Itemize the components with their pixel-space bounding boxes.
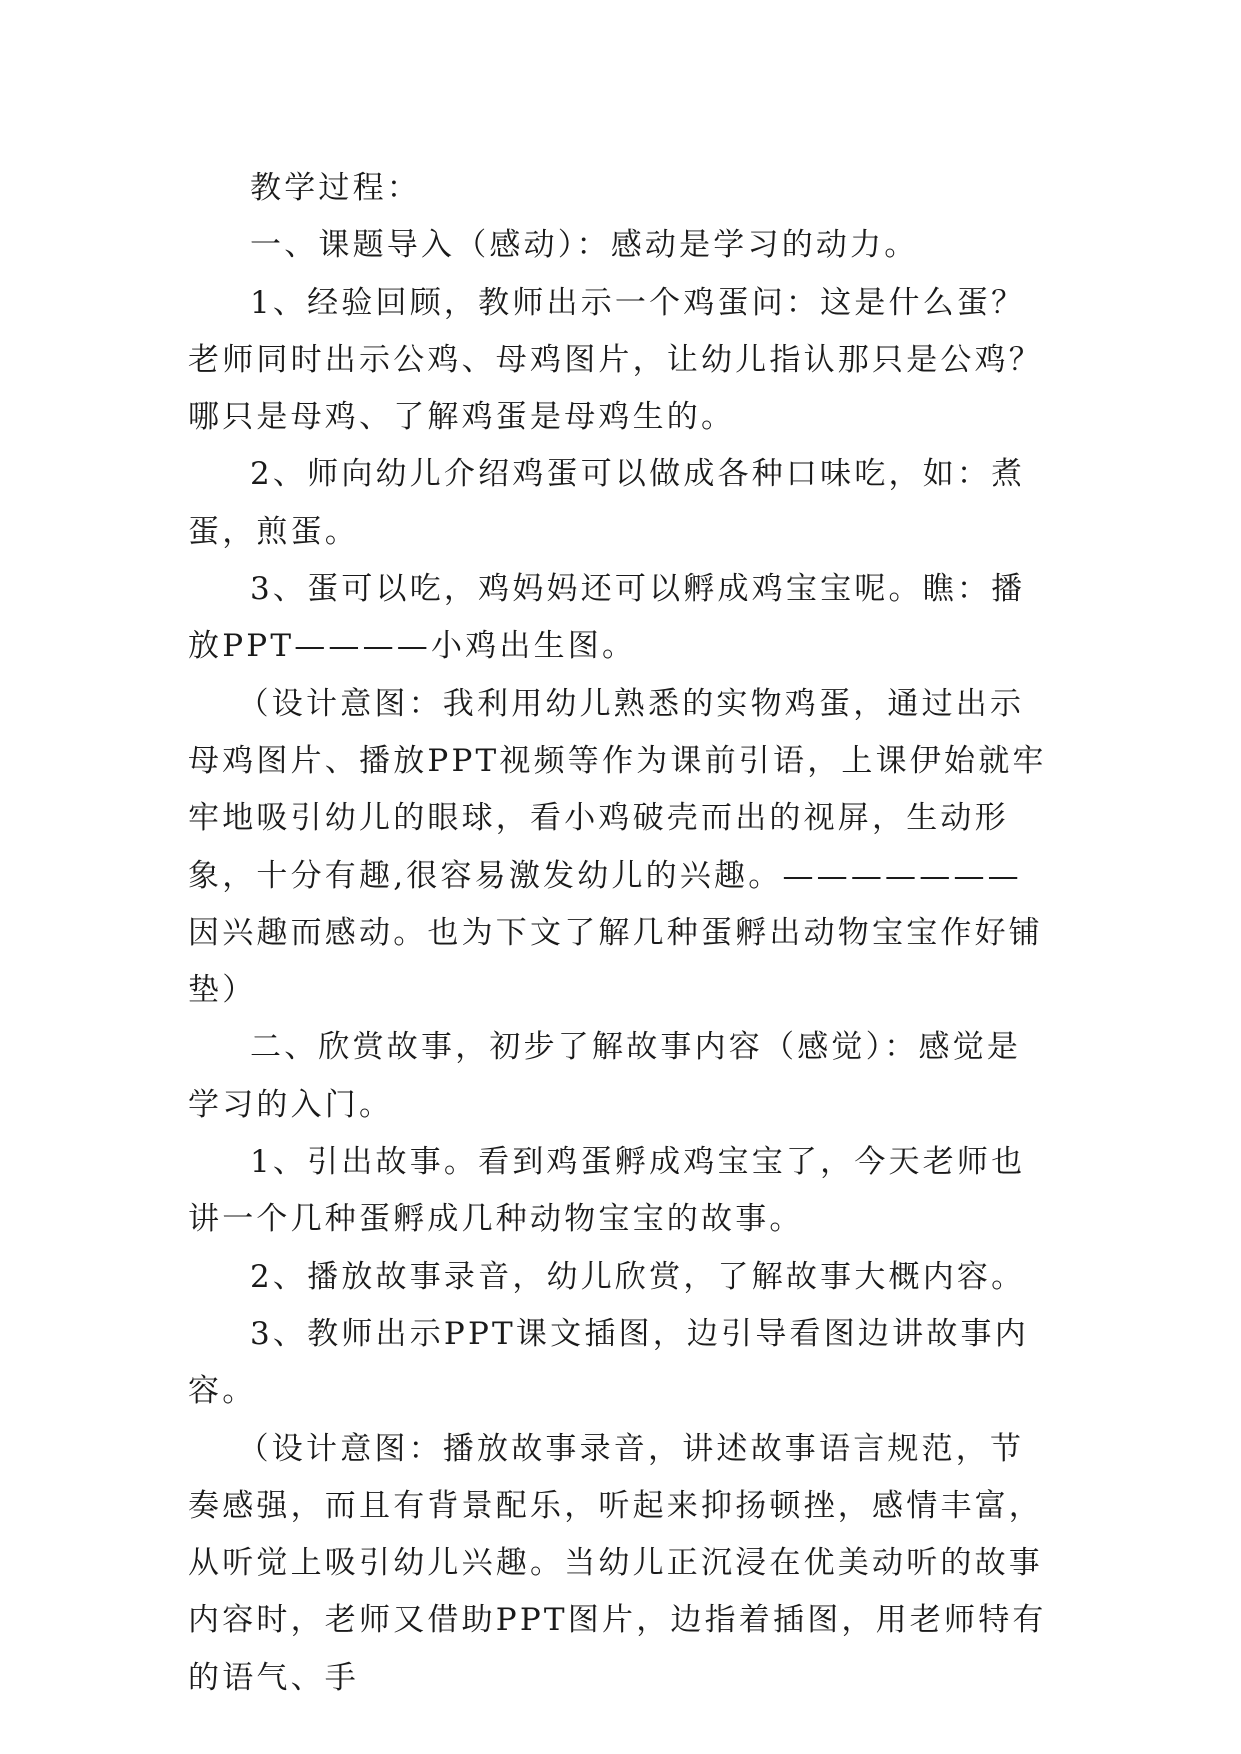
- paragraph-step-3: 3、蛋可以吃，鸡妈妈还可以孵成鸡宝宝呢。瞧：播放PPT————小鸡出生图。: [188, 571, 1026, 665]
- paragraph-design-intent-1: （设计意图：我利用幼儿熟悉的实物鸡蛋，通过出示母鸡图片、播放PPT视频等作为课前引语，上课伊始就牢牢地吸引幼儿的眼球，看小鸡破壳而出的视屏，生动形象，十分有趣,很容易激发幼儿的兴趣。———————因兴趣而感动。也为下文了解几种蛋孵出动物宝宝作好铺垫）: [188, 685, 1047, 1009]
- section-heading-part-two: 二、欣赏故事，初步了解故事内容（感觉）：感觉是学习的入门。: [188, 1029, 1022, 1123]
- paragraph-story-step-3: 3、教师出示PPT课文插图，边引导看图边讲故事内容。: [188, 1315, 1029, 1410]
- section-heading-teaching-process: 教学过程：: [250, 170, 421, 206]
- paragraph-step-2: 2、师向幼儿介绍鸡蛋可以做成各种口味吃，如：煮蛋，煎蛋。: [188, 456, 1026, 550]
- document-body: [188, 160, 1054, 1707]
- paragraph-story-step-1: 1、引出故事。看到鸡蛋孵成鸡宝宝了，今天老师也讲一个几种蛋孵成几种动物宝宝的故事。: [188, 1144, 1026, 1238]
- paragraph-story-step-2: 2、播放故事录音，幼儿欣赏，了解故事大概内容。: [250, 1258, 1026, 1295]
- section-heading-part-one: 一、课题导入（感动）：感动是学习的动力。: [250, 227, 919, 264]
- paragraph-design-intent-2: （设计意图：播放故事录音，讲述故事语言规范，节奏感强，而且有背景配乐，听起来抑扬顿挫，感情丰富，从听觉上吸引幼儿兴趣。当幼儿正沉浸在优美动听的故事内容时，老师又借助PPT图片，边指着插图，用老师特有的语气、手: [188, 1430, 1047, 1696]
- paragraph-step-1: 1、经验回顾，教师出示一个鸡蛋问：这是什么蛋？老师同时出示公鸡、母鸡图片，让幼儿指认那只是公鸡？哪只是母鸡、了解鸡蛋是母鸡生的。: [188, 284, 1043, 436]
